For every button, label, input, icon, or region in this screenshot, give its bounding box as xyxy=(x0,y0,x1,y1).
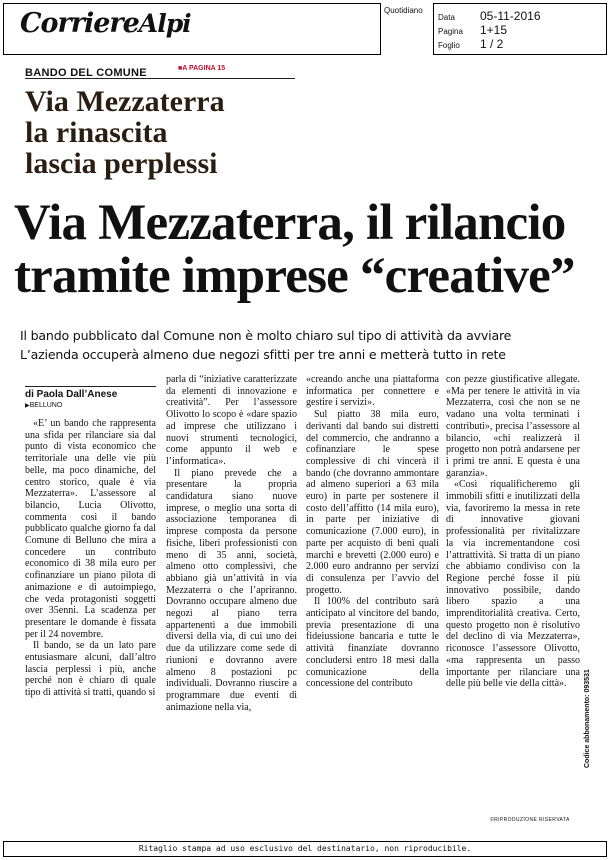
paragraph: «creando anche una piattaforma informatica per connettere e gestire i servizi». xyxy=(306,374,439,409)
paragraph: «Così riqualificheremo gli immobili sfitti e inutilizzati della via, favoriremo la messa in rete di innovative giovani professionalità per rivitalizzare la via incrementandone così l’attrattività. Si tratta di un piano che abbiamo condiviso con la Regione perché fosse il più innovativo possibile, dando libero spazio a una imprenditorialità creativa. Certo, questo progetto non è risolutivo del declino di via Mezzaterra», riconosce l’assessore Olivotto, «ma rappresenta un passo importante per rilanciare una delle più belle vie della città». xyxy=(446,479,580,690)
meta-sheet xyxy=(438,35,503,53)
headline-line: Via Mezzaterra, il rilancio xyxy=(14,195,566,251)
article-column-3 xyxy=(306,374,439,690)
newspaper-logo xyxy=(20,8,191,39)
meta-key: Pagina xyxy=(438,27,463,36)
meta-value: 1 / 2 xyxy=(480,37,504,51)
meta-value: 05-11-2016 xyxy=(480,9,541,23)
headline-line: tramite imprese “creative” xyxy=(14,248,575,304)
kicker-label: BANDO DEL COMUNE xyxy=(25,67,147,79)
subhead-line: lascia perplessi xyxy=(25,147,218,180)
front-page-headline xyxy=(25,86,225,179)
article-headline xyxy=(14,197,609,303)
paragraph: parla di “iniziative caratterizzate da elementi di innovazione e creatività”. Per l’assessore Olivotto lo scopo è «dare spazio ad imprese che utilizzano i nuovi strumenti tecnologici, come appunto il web e l’informatica». xyxy=(166,374,297,467)
logo-alt: Alpi xyxy=(138,9,191,38)
clipping-footer: Ritaglio stampa ad uso esclusivo del destinatario, non riproducibile. xyxy=(3,841,607,857)
byline-place: ▶ BELLUNO xyxy=(25,402,156,409)
byline xyxy=(25,386,156,409)
meta-key: Data xyxy=(438,13,455,22)
subscription-code: Codice abbonamento: 093531 xyxy=(584,669,591,768)
article-column-2 xyxy=(166,374,297,713)
article-deck xyxy=(20,326,511,364)
meta-value: 1+15 xyxy=(480,23,508,37)
paragraph: Il piano prevede che a presentare la propria candidatura siano nuove imprese, o meglio una sorta di associazione temporanea di imprese composta da persone fisiche, liberi professionisti con meno di 35 anni, società, almeno otto complessivi, che abbiano già un’attività in via Mezzaterra o che l’apriranno. Dovranno occupare almeno due negozi al piano terra appartenenti a due immobili diversi della via, di cui uno dei due da utilizzare come sede di riunioni e dovranno avere almeno 8 postazioni pc individuali. Dovranno riuscire a programmare due eventi di animazione nella via, xyxy=(166,467,297,713)
deck-line: Il bando pubblicato dal Comune non è molto chiaro sul tipo di attività da avviare xyxy=(20,328,512,343)
paragraph: Il 100% del contributo sarà anticipato al vincitore del bando, previa presentazione di una fideiussione bancaria e tutte le attività finanziate dovranno concludersi entro 18 mesi dalla comunicazione della concessione del contributo xyxy=(306,596,439,690)
section-kicker xyxy=(25,63,295,79)
copyright-note: ©RIPRODUZIONE RISERVATA xyxy=(490,817,570,823)
paragraph: Sul piatto 38 mila euro, derivanti dal bando sui distretti del commercio, che andranno a cofinanziare le spese complessive di chi vincerà il bando (che dovranno ammontare ad almeno superiori a 63 mila euro) in parte per sostenere il costo dell’affitto (14 mila euro), in parte per iniziative di comunicazione (7.000 euro), in parte per acquisto di beni quali marchi e brevetti (2.000 euro) e 2.000 euro andranno per servizi di consulenza per l’avvio del progetto. xyxy=(306,409,439,596)
logo-main: Corriere xyxy=(20,8,139,39)
byline-author: di Paola Dall’Anese xyxy=(25,389,118,400)
publication-type: Quotidiano xyxy=(384,6,423,15)
paragraph: Il bando, se da un lato pare entusiasmare alcuni, dall’altro lascia perplessi i più, anche perché non è chiaro di quale tipo di attività si tratti, quando si xyxy=(25,640,156,699)
meta-key: Foglio xyxy=(438,41,460,50)
paragraph: con pezze giustificative allegate. «Ma per tenere le attività in via Mezzaterra, così che non se ne vadano una volta terminati i contributi», precisa l’assessore al bilancio, «chi realizzerà il progetto non potrà andarsene per i primi tre anni. E questa è una garanzia». xyxy=(446,374,580,479)
article-column-4 xyxy=(446,374,580,690)
masthead xyxy=(0,0,610,56)
article-column-1 xyxy=(25,418,156,699)
subhead-line: la rinascita xyxy=(25,116,168,149)
paragraph: «E’ un bando che rappresenta una sfida per rilanciare sia dal punto di vista economico che territoriale una delle vie più belle, ma poco dinamiche, del centro storico, quale è via Mezzaterra». L’assessore al bilancio, Lucia Olivotto, commenta così il bando pubblicato qualche giorno fa dal Comune di Belluno che mira a concedere un contributo economico di 38 mila euro per cofinanziare un piano pilota di animazione e di autoimpiego, che veda protagonisti soggetti over 35enni. La scadenza per presentare le domande è fissata per il 24 novembre. xyxy=(25,418,156,640)
subhead-line: Via Mezzaterra xyxy=(25,85,225,118)
deck-line: L’azienda occuperà almeno due negozi sfitti per tre anni e metterà tutto in rete xyxy=(20,347,506,362)
page-reference: ■ A PAGINA 15 xyxy=(178,65,225,72)
